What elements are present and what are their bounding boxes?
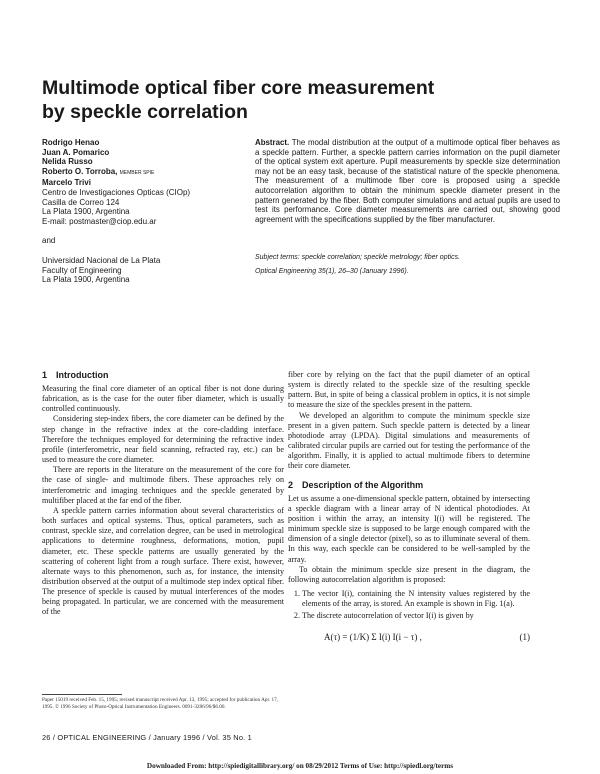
abstract-label: Abstract. [255,138,290,147]
author-name: Nelida Russo [42,157,93,167]
subject-terms: Subject terms: speckle correlation; speckle metrology; fiber optics. [255,254,461,261]
section-heading: 1 Introduction [42,370,109,380]
footnote: Paper 15019 received Feb. 15, 1995; revised manuscript received Apr. 13, 1995; accepted for publication Apr. 17, 1995. © 1996 Society of Photo-Optical Instrumentation Engineers. 0091-3286/96/$6.00. [42,697,278,710]
paragraph: fiber core by relying on the fact that the pupil diameter of an optical system is directly related to the speckle size of the resulting speckle pattern. But, in spite of being a classical problem in optics, it is not simple to measure the size of the speckles present in the pattern. [288,370,530,410]
author-name: Rodrigo Henao [42,138,100,147]
author-block [42,138,242,285]
paragraph: There are reports in the literature on the measurement of the core for the case of single- and multimode fibers. These approaches rely on interferometric and imaging techniques and the speckle generated by multifiber placed at the far end of the fiber. [42,465,284,505]
author-name: Juan A. Pomarico [42,147,110,157]
abstract-text: The modal distribution at the output of a multimode optical fiber behaves as a speckle pattern. Further, a speckle pattern carries information on the pupil diameter of the optical system exit aperture. Pupil measurements by speckle size determination may not be an easy task, because of the statistical nature of the speckle phenomena. The measurement of a multimode fiber core is proposed using a speckle autocorrelation algorithm to obtain the minimum speckle diameter present in the pattern generated by the fiber. Both computer simulations and actual pupils are used to test its performance. Core diameter measurements are carried out, showing good agreement with the specifications supplied by the fiber manufacturer. [255,138,560,224]
equation-1 [288,624,530,650]
equation-number: (1) [519,632,530,643]
paragraph: Measuring the final core diameter of an optical fiber is not done during fabrication, as is the case for the outer fiber diameter, which is usually controlled continuously. [42,384,284,414]
paragraph: Let us assume a one-dimensional speckle pattern, obtained by intersecting a speckle diagram with a linear array of N identical photodiodes. At position i within the array, an intensity I(i) will be registered. The minimum speckle size is supposed to be large enough compared with the dimension of a single detector (pixel), so as to illuminate several of them. In this way, each speckle can be considered to be well-sampled by the array. [288,493,530,564]
affiliation-line: La Plata 1900, Argentina [42,207,130,217]
running-footer: 26 / OPTICAL ENGINEERING / January 1996 / Vol. 35 No. 1 [42,733,252,742]
right-column [288,370,530,650]
paragraph: To obtain the minimum speckle size present in the diagram, the following autocorrelation algorithm is proposed: [288,564,530,584]
paragraph: Considering step-index fibers, the core diameter can be defined by the step change in the refractive index at the core-cladding interface. Therefore the techniques employed for determining the refractive index profile (interferometric, near field scanning, refracted ray, etc.) can be used to measure the core diameter. [42,414,284,465]
abstract [255,138,560,224]
affiliation-email: E-mail: postmaster@ciop.edu.ar [42,216,157,226]
affiliation-line: Casilla de Correo 124 [42,197,120,207]
footnote-divider [42,694,122,695]
paper-title: Multimode optical fiber core measurement by speckle correlation [42,77,435,123]
author-name: Roberto O. Torroba, MEMBER SPIE [42,166,155,176]
equation-text: A(τ) = (1/K) Σ I(i) I(i − τ) , [324,632,422,643]
affiliation-line: Centro de Investigaciones Opticas (CIOp) [42,187,191,197]
paragraph: We developed an algorithm to compute the minimum speckle size present in a given pattern. Such speckle pattern is detected by a linear photodiode array (LPDA). Digital simulations and measurements of calibrated circular pupils are carried out for testing the performance of the algorithm. Finally, it is applied to actual multimode fibers to determine their core diameter. [288,410,530,471]
download-notice: Downloaded From: http://spiedigitallibrary.org/ on 08/29/2012 Terms of Use: http://spiedl.org/terms [146,762,454,770]
section-heading: 2 Description of the Algorithm [288,479,424,490]
left-column [42,370,284,618]
affiliation-line: Universidad Nacional de La Plata [42,255,161,265]
and-label: and [42,236,56,246]
algorithm-steps [288,589,530,621]
citation: Optical Engineering 35(1), 26–30 (January 1996). [255,268,409,275]
affiliation-line: Faculty of Engineering [42,265,122,275]
list-item: 2. The discrete autocorrelation of vector I(i) is given by [302,611,530,621]
author-name: Marcelo Trivi [42,178,91,188]
affiliation-line: La Plata 1900, Argentina [42,275,130,285]
list-item: 1. The vector I(i), containing the N intensity values registered by the elements of the array, is stored. An example is shown in Fig. 1(a). [302,589,530,609]
paragraph: A speckle pattern carries information about several characteristics of both surfaces and optical systems. Thus, optical parameters, such as contrast, speckle size, and correlation degree, can be used in metrological applications to determine roughness, deformations, motion, pupil diameter, etc. These speckle patterns are usually generated by the scattering of coherent light from a rough surface. There exist, however, alternate ways to this phenomenon, such as, for instance, the intensity distribution observed at the output of a multimode step index optical fiber. The presence of speckle is caused by mutual interferences of the modes being propagated. In particular, we are concerned with the measurement of the [42,505,284,617]
